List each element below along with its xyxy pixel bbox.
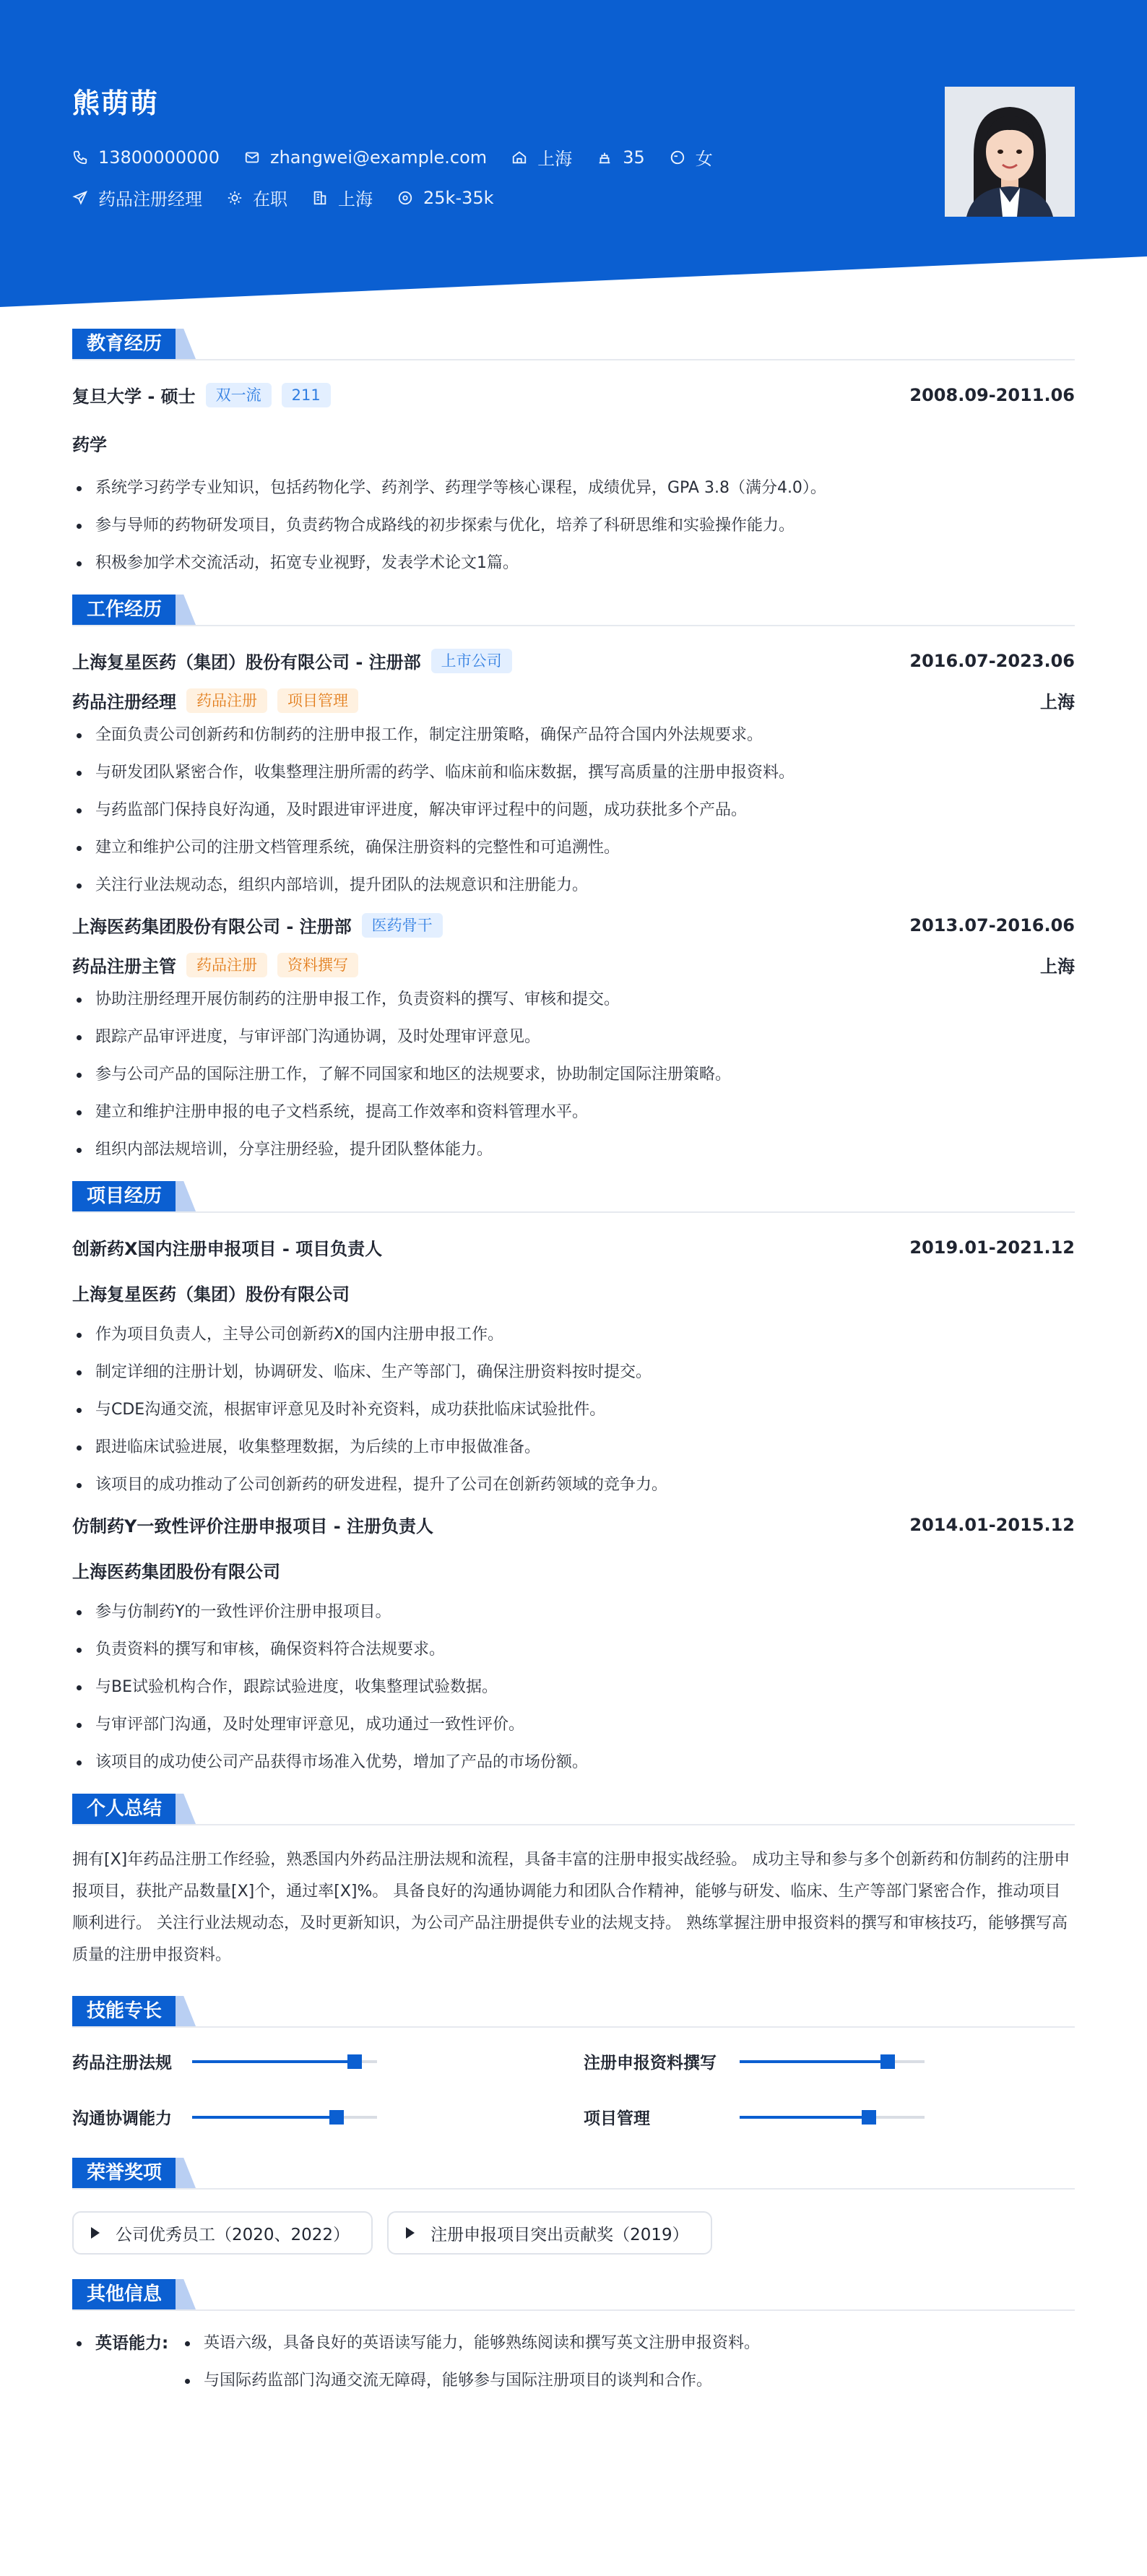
list-item: 系统学习药学专业知识，包括药物化学、药剂学、药理学等核心课程，成绩优异，GPA 3.8（满分4.0）。 xyxy=(72,477,1075,499)
company-tag: 上市公司 xyxy=(431,649,512,673)
job-date: 2016.07-2023.06 xyxy=(909,650,1075,671)
position-line xyxy=(72,688,358,713)
avatar-image xyxy=(945,87,1075,217)
salary-text: 25k-35k xyxy=(423,187,494,208)
salary-info xyxy=(397,188,494,208)
position-title: 药品注册经理 xyxy=(72,692,176,712)
english-label: 英语能力: xyxy=(72,2333,181,2408)
list-item: 与审评部门沟通，及时处理审评意见，成功通过一致性评价。 xyxy=(72,1714,1075,1736)
award-chip xyxy=(72,2211,373,2255)
list-item: 该项目的成功推动了公司创新药的研发进程，提升了公司在创新药领域的竞争力。 xyxy=(72,1474,1075,1496)
section-title: 工作经历 xyxy=(72,595,176,625)
job-bullets xyxy=(72,989,1075,1161)
section-title-accent xyxy=(176,595,196,625)
other-section xyxy=(72,2279,1075,2408)
building-icon xyxy=(312,190,328,206)
salary-icon xyxy=(397,190,413,206)
section-divider xyxy=(72,359,1075,360)
skills-heading xyxy=(72,1996,1075,2028)
position-row xyxy=(72,688,1075,713)
school-line xyxy=(72,382,331,407)
section-divider xyxy=(72,2026,1075,2028)
job-target-info xyxy=(72,185,202,210)
skill-tag: 资料撰写 xyxy=(277,953,358,977)
status-text: 在职 xyxy=(253,189,287,209)
awards-list xyxy=(72,2211,1075,2255)
phone-info xyxy=(72,147,220,168)
mail-icon xyxy=(244,150,260,165)
position-line xyxy=(72,952,358,977)
job-bullets xyxy=(72,725,1075,896)
skill-bar xyxy=(740,2060,925,2063)
job-target-text: 药品注册经理 xyxy=(98,189,202,209)
school-tag: 双一流 xyxy=(206,383,272,407)
skill-item xyxy=(584,2049,1075,2073)
major: 药学 xyxy=(72,435,107,455)
section-divider xyxy=(72,1211,1075,1213)
send-icon xyxy=(72,190,88,206)
list-item: 跟踪产品审评进度，与审评部门沟通协调，及时处理审评意见。 xyxy=(72,1026,1075,1048)
position-row xyxy=(72,952,1075,977)
section-title-accent xyxy=(176,2279,196,2309)
list-item: 建立和维护注册申报的电子文档系统，提高工作效率和资料管理水平。 xyxy=(72,1102,1075,1123)
skill-bar xyxy=(740,2116,925,2119)
section-title: 其他信息 xyxy=(72,2279,176,2309)
section-title-accent xyxy=(176,1996,196,2026)
skill-bar-fill xyxy=(740,2116,869,2119)
project-bullets xyxy=(72,1324,1075,1496)
skill-bar-fill xyxy=(740,2060,888,2063)
section-title: 技能专长 xyxy=(72,1996,176,2026)
skill-name: 项目管理 xyxy=(584,2109,650,2128)
skill-bar-fill xyxy=(192,2116,337,2119)
skill-bar-knob xyxy=(347,2054,362,2069)
school-tag: 211 xyxy=(282,383,331,407)
skill-name: 药品注册法规 xyxy=(72,2054,172,2073)
company-line xyxy=(72,912,443,938)
status-info xyxy=(227,185,287,210)
project-name: 创新药X国内注册申报项目 - 项目负责人 xyxy=(72,1239,383,1259)
section-divider xyxy=(72,2309,1075,2311)
project-entry xyxy=(72,1235,1075,1496)
list-item: 参与导师的药物研发项目，负责药物合成路线的初步探索与优化，培养了科研思维和实验操作能力。 xyxy=(72,515,1075,537)
company-line xyxy=(72,648,512,673)
skill-item xyxy=(72,2105,584,2129)
project-bullets xyxy=(72,1602,1075,1773)
company-tag: 医药骨干 xyxy=(362,913,443,938)
skills-grid xyxy=(72,2049,1075,2129)
city-info xyxy=(312,185,373,210)
job-entry xyxy=(72,912,1075,1161)
list-item: 与BE试验机构合作，跟踪试验进度，收集整理试验数据。 xyxy=(72,1677,1075,1698)
list-item: 与研发团队紧密合作，收集整理注册所需的药学、临床前和临床数据，撰写高质量的注册申报资料。 xyxy=(72,762,1075,784)
section-divider xyxy=(72,625,1075,626)
project-name: 仿制药Y一致性评价注册申报项目 - 注册负责人 xyxy=(72,1516,434,1536)
summary-text: 拥有[X]年药品注册工作经验，熟悉国内外药品注册法规和流程，具备丰富的注册申报实战经验。 成功主导和参与多个创新药和仿制药的注册申报项目，获批产品数量[X]个，通过率[X]%。 具备良好的沟通协调能力和团队合作精神，能够与研发、临床、生产等部门紧密合作，推动项目顺利进行。 关注行业法规动态，及时更新知识，为公司产品注册提供专业的法规支持。 熟练掌握注册申报资料的撰写和审核技巧，能够撰写高质量的注册申报资料。 xyxy=(72,1851,1070,1964)
skill-tag: 药品注册 xyxy=(186,688,267,713)
award-label: 公司优秀员工（2020、2022） xyxy=(116,2225,350,2244)
list-item: 协助注册经理开展仿制药的注册申报工作，负责资料的撰写、审核和提交。 xyxy=(72,989,1075,1011)
profile-photo xyxy=(945,87,1075,217)
age-info xyxy=(597,147,645,168)
job-date: 2013.07-2016.06 xyxy=(909,915,1075,935)
gender-icon xyxy=(670,150,685,165)
skill-item xyxy=(584,2105,1075,2129)
list-item: 全面负责公司创新药和仿制药的注册申报工作，制定注册策略，确保产品符合国内外法规要求。 xyxy=(72,725,1075,746)
list-item: 作为项目负责人，主导公司创新药X的国内注册申报工作。 xyxy=(72,1324,1075,1346)
list-item: 组织内部法规培训，分享注册经验，提升团队整体能力。 xyxy=(72,1139,1075,1161)
section-title-accent xyxy=(176,1794,196,1824)
list-item: 积极参加学术交流活动，拓宽专业视野，发表学术论文1篇。 xyxy=(72,553,1075,574)
home-icon xyxy=(511,150,527,165)
summary-section xyxy=(72,1794,1075,1971)
honors-heading xyxy=(72,2158,1075,2190)
age-text: 35 xyxy=(623,147,645,168)
gender-text: 女 xyxy=(695,149,713,169)
work-heading xyxy=(72,595,1075,626)
location-info xyxy=(511,144,572,170)
email-text: zhangwei@example.com xyxy=(269,147,488,168)
list-item: 制定详细的注册计划，协调研发、临床、生产等部门，确保注册资料按时提交。 xyxy=(72,1362,1075,1383)
project-org: 上海复星医药（集团）股份有限公司 xyxy=(72,1284,350,1305)
other-heading xyxy=(72,2279,1075,2311)
list-item: 跟进临床试验进展，收集整理数据，为后续的上市申报做准备。 xyxy=(72,1437,1075,1458)
status-icon xyxy=(227,190,243,206)
education-entry-header xyxy=(72,382,1075,407)
company-name: 上海医药集团股份有限公司 - 注册部 xyxy=(72,917,352,937)
skill-bar xyxy=(192,2116,377,2119)
education-date: 2008.09-2011.06 xyxy=(909,384,1075,405)
triangle-icon xyxy=(91,2227,100,2239)
section-title: 个人总结 xyxy=(72,1794,176,1824)
list-item: 该项目的成功使公司产品获得市场准入优势，增加了产品的市场份额。 xyxy=(72,1752,1075,1773)
job-intent-row xyxy=(72,185,519,210)
project-header xyxy=(72,1512,1075,1537)
list-item: 参与公司产品的国际注册工作，了解不同国家和地区的法规要求，协助制定国际注册策略。 xyxy=(72,1064,1075,1086)
section-title: 荣誉奖项 xyxy=(72,2158,176,2188)
english-bullets xyxy=(181,2333,760,2408)
email-info xyxy=(244,147,487,168)
contact-row xyxy=(72,144,737,170)
job-header xyxy=(72,648,1075,673)
skill-name: 注册申报资料撰写 xyxy=(584,2054,717,2073)
section-title: 教育经历 xyxy=(72,329,176,359)
work-section xyxy=(72,595,1075,1161)
candidate-name: 熊萌萌 xyxy=(72,87,160,119)
list-item: 建立和维护公司的注册文档管理系统，确保注册资料的完整性和可追溯性。 xyxy=(72,837,1075,859)
list-item: 与CDE沟通交流，根据审评意见及时补充资料，成功获批临床试验批件。 xyxy=(72,1399,1075,1421)
job-header xyxy=(72,912,1075,938)
list-item: 关注行业法规动态，组织内部培训，提升团队的法规意识和注册能力。 xyxy=(72,875,1075,896)
section-title-accent xyxy=(176,329,196,359)
summary-heading xyxy=(72,1794,1075,1825)
list-item: 与药监部门保持良好沟通，及时跟进审评进度，解决审评过程中的问题，成功获批多个产品。 xyxy=(72,800,1075,821)
location-text: 上海 xyxy=(537,149,573,169)
award-label: 注册申报项目突出贡献奖（2019） xyxy=(430,2225,689,2244)
phone-icon xyxy=(72,150,88,165)
section-title-accent xyxy=(176,1181,196,1211)
position-title: 药品注册主管 xyxy=(72,956,176,977)
section-divider xyxy=(72,2188,1075,2190)
skill-item xyxy=(72,2049,584,2073)
education-heading xyxy=(72,329,1075,360)
project-entry xyxy=(72,1512,1075,1773)
skill-bar-fill xyxy=(192,2060,355,2063)
project-date: 2019.01-2021.12 xyxy=(909,1237,1075,1258)
other-info-row xyxy=(72,2333,1075,2408)
city-text: 上海 xyxy=(338,189,373,209)
honors-section xyxy=(72,2158,1075,2255)
list-item: 英语六级，具备良好的英语读写能力，能够熟练阅读和撰写英文注册申报资料。 xyxy=(181,2333,760,2354)
project-org: 上海医药集团股份有限公司 xyxy=(72,1562,280,1582)
education-bullets xyxy=(72,477,1075,574)
award-chip xyxy=(387,2211,712,2255)
list-item: 负责资料的撰写和审核，确保资料符合法规要求。 xyxy=(72,1639,1075,1661)
list-item: 参与仿制药Y的一致性评价注册申报项目。 xyxy=(72,1602,1075,1623)
project-header xyxy=(72,1235,1075,1260)
skill-bar-knob xyxy=(862,2110,876,2125)
section-title: 项目经历 xyxy=(72,1181,176,1211)
school-name: 复旦大学 - 硕士 xyxy=(72,386,196,407)
gender-info xyxy=(670,144,713,170)
project-date: 2014.01-2015.12 xyxy=(909,1514,1075,1535)
skill-tag: 药品注册 xyxy=(186,953,267,977)
age-icon xyxy=(597,150,613,165)
section-title-accent xyxy=(176,2158,196,2188)
skill-bar-knob xyxy=(880,2054,895,2069)
skill-tag: 项目管理 xyxy=(277,688,358,713)
resume-content xyxy=(72,329,1075,2408)
job-city: 上海 xyxy=(1040,692,1075,712)
list-item: 与国际药监部门沟通交流无障碍，能够参与国际注册项目的谈判和合作。 xyxy=(181,2370,760,2392)
skill-name: 沟通协调能力 xyxy=(72,2109,172,2128)
skill-bar xyxy=(192,2060,377,2063)
job-entry xyxy=(72,648,1075,896)
skills-section xyxy=(72,1996,1075,2129)
phone-text: 13800000000 xyxy=(98,147,220,168)
section-divider xyxy=(72,1824,1075,1825)
triangle-icon xyxy=(406,2227,415,2239)
projects-heading xyxy=(72,1181,1075,1213)
education-section xyxy=(72,329,1075,574)
company-name: 上海复星医药（集团）股份有限公司 - 注册部 xyxy=(72,652,421,673)
job-city: 上海 xyxy=(1040,956,1075,977)
skill-bar-knob xyxy=(329,2110,344,2125)
projects-section xyxy=(72,1181,1075,1773)
